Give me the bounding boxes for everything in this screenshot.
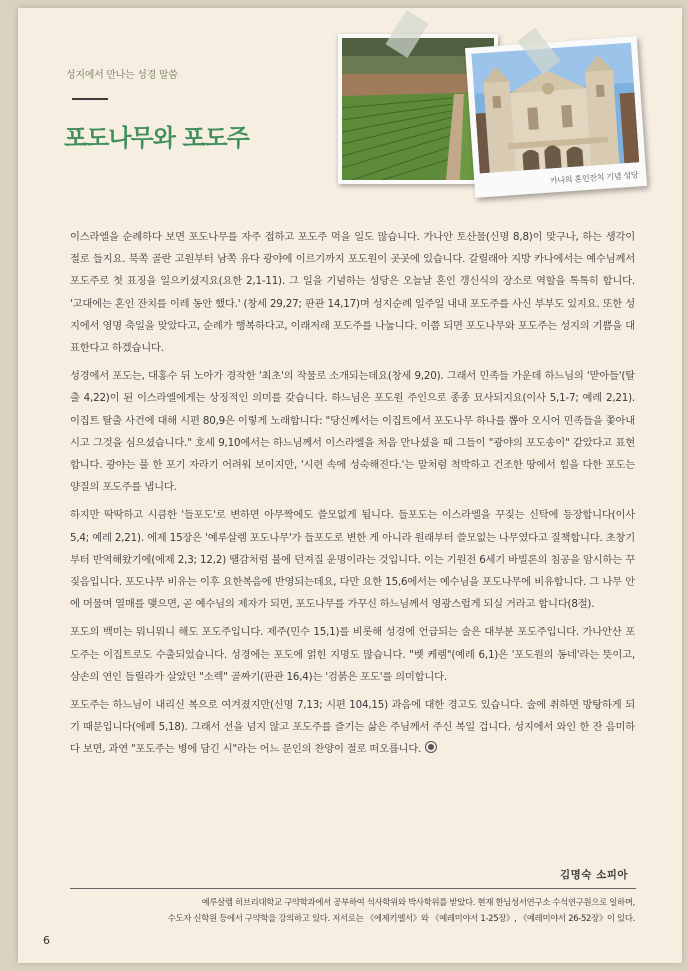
author-name: 김명숙 소피아	[559, 869, 628, 881]
end-mark-icon	[425, 741, 437, 753]
paragraph: 하지만 딱딱하고 시큼한 '들포도'로 변하면 아무짝에도 쓸모없게 됩니다. 들포도는 이스라엘을 꾸짖는 신탁에 등장합니다(이사 5,4; 예레 2,21). 에제 15장은 '예루살렘 포도나무'가 들포도로 변한 게 아니라 원래부터 쓸모없는 나무였다고 질책합니다. 초창기부터 반역해왔기에(에제 2,3; 12,2) 땔감처럼 불에 던져질 운명이라는 것입니다. 이는 기원전 6세기 바빌론의 침공을 암시하는 꾸짖음입니다. 포도나무 비유는 이후 요한복음에 반영되는데요, 다만 요한 15,6에서는 예수님을 포도나무에 비유합니다. 그 나무 안에 머물며 열매를 맺으면, 곧 예수님의 제자가 되면, 포도나무를 가꾸신 하느님께서 영광스럽게 되실 거라고 합니다(8절).	[70, 509, 635, 611]
author-bio	[90, 894, 635, 926]
footer-divider	[70, 888, 636, 889]
page-number: 6	[43, 934, 50, 947]
paragraph-text: 포도주는 하느님이 내리신 복으로 여겨졌지만(신명 7,13; 시편 104,15) 과음에 대한 경고도 있습니다. 술에 취하면 방탕하게 되기 때문입니다(에페 5,18). 그래서 선을 넘지 않고 포도주를 즐기는 삶은 주님께서 주신 복일 겁니다. 성지에서 와인 한 잔 음미하다 보면, 과연 "포도주는 병에 담긴 시"라는 어느 문인의 찬양이 절로 떠오릅니다.	[70, 699, 635, 756]
church-photo-caption: 카나의 혼인잔치 기념 성당	[549, 170, 639, 186]
paragraph: 이스라엘을 순례하다 보면 포도나무를 자주 접하고 포도주 먹을 일도 많습니다. 가나안 토산물(신명 8,8)이 맞구나, 하는 생각이 절로 들지요. 북쪽 골란 고원부터 남쪽 유다 광야에 이르기까지 포도원이 곳곳에 있습니다. 갈릴래아 지방 카나에서는 예수님께서 포도주로 첫 표징을 일으키셨지요(요한 2,1-11). 그 일을 기념하는 성당은 오늘날 혼인 갱신식의 장소로 역할을 톡톡히 합니다. '고대에는 혼인 잔치를 이레 동안 했다.' (창세 29,27; 판관 14,17)며 성지순례 일주일 내내 포도주를 사신 부부도 있지요. 또한 성지에서 영명 축일을 맞았다고, 순례가 행복하다고, 이래저래 포도주를 나눕니다. 이쯤 되면 포도나무와 포도주는 성지의 기쁨을 대표한다고 하겠습니다.	[70, 231, 635, 355]
bio-line: 수도자 신학원 등에서 구약학을 강의하고 있다. 저서로는 《에제키엘서》와 《예레미야서 1-25장》, 《예레미야서 26-52장》이 있다.	[167, 913, 635, 923]
section-label: 성지에서 만나는 성경 말씀	[66, 70, 178, 81]
page-title: 포도나무와 포도주	[64, 124, 249, 152]
title-divider	[72, 98, 108, 100]
paragraph: 성경에서 포도는, 대홍수 뒤 노아가 경작한 '최초'의 작물로 소개되는데요(창세 9,20). 그래서 민족들 가운데 하느님의 '맏아들'(탈출 4,22)이 된 이스라엘에게는 상징적인 의미를 갖습니다. 하느님은 포도원 주인으로 종종 묘사되지요(이사 5,1-7; 예레 2,21). 이집트 탈출 사건에 대해 시편 80,9은 이렇게 노래합니다: "당신께서는 이집트에서 포도나무 하나를 뽑아 오시어 민족들을 쫓아내시고 그것을 심으셨습니다." 호세 9,10에서는 하느님께서 이스라엘을 처음 만나셨을 때 그들이 "광야의 포도송이" 같았다고 표현합니다. 광야는 풀 한 포기 자라기 어려워 보이지만, '시련 속에 성숙해진다.'는 말처럼 척박하고 건조한 땅에서 힘을 다한 포도는 양질의 포도주를 냅니다.	[70, 370, 635, 494]
last-paragraph	[70, 694, 635, 761]
article-body	[70, 226, 635, 767]
paragraph: 포도의 백미는 뭐니뭐니 해도 포도주입니다. 제주(민수 15,1)를 비롯해 성경에 언급되는 술은 대부분 포도주입니다. 가나안산 포도주는 이집트로도 수출되었습니다. 성경에는 포도에 얽힌 지명도 많습니다. "벳 케렘"(예레 6,1)은 '포도원의 동네'라는 뜻이고, 삼손의 연인 들릴라가 살았던 "소렉" 골짜기(판관 16,4)는 '검붉은 포도'를 의미합니다.	[70, 626, 635, 683]
bio-line: 예루살렘 히브리대학교 구약학과에서 공부하여 석사학위와 박사학위를 받았다. 현재 한님성서연구소 수석연구원으로 일하며,	[201, 897, 635, 907]
